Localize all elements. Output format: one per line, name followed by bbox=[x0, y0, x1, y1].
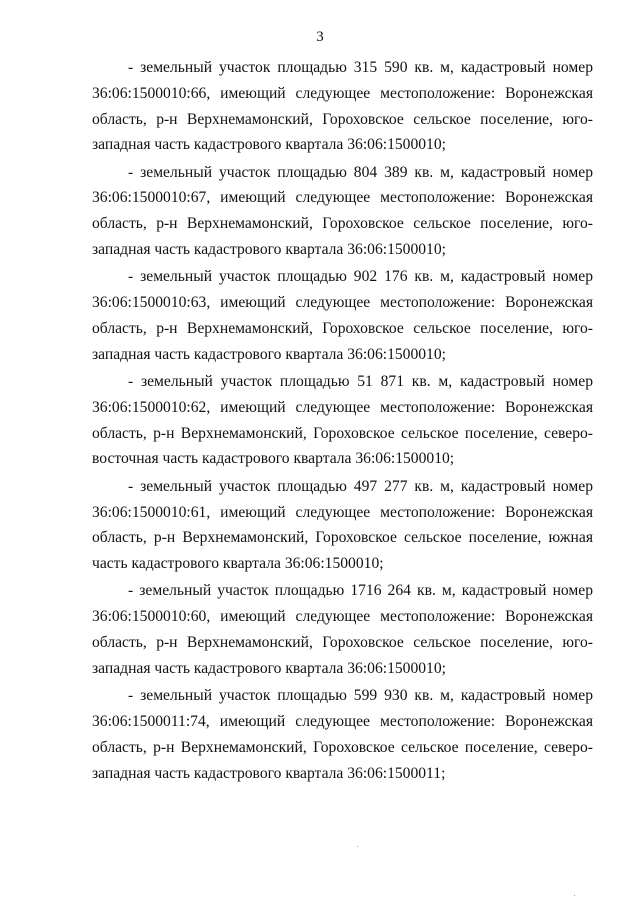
page-number: 3 bbox=[316, 29, 324, 45]
land-plot-item: - земельный участок площадью 804 389 кв. м, кадастровый номер 36:06:1500010:67, имеющий следующее местоположение: Воронежская область, р-н Верхнемамонский, Гороховское сельское поселение, юго-западная часть кадастрового квартала 36:06:1500010; bbox=[92, 163, 593, 259]
land-plot-item: - земельный участок площадью 497 277 кв. м, кадастровый номер 36:06:1500010:61, имеющий следующее местоположение: Воронежская область, р-н Верхнемамонский, Гороховское сельское поселение, южная часть кадастрового квартала 36:06:1500010; bbox=[92, 477, 593, 573]
land-plot-list bbox=[92, 55, 593, 788]
land-plot-item: - земельный участок площадью 902 176 кв. м, кадастровый номер 36:06:1500010:63, имеющий следующее местоположение: Воронежская область, р-н Верхнемамонский, Гороховское сельское поселение, юго-западная часть кадастрового квартала 36:06:1500010; bbox=[92, 268, 593, 363]
land-plot-item: - земельный участок площадью 1716 264 кв. м, кадастровый номер 36:06:1500010:60, имеющий следующее местоположение: Воронежская область, р-н Верхнемамонский, Гороховское сельское поселение, юго-западная часть кадастрового квартала 36:06:1500010; bbox=[92, 582, 593, 677]
scan-speck bbox=[574, 895, 575, 896]
land-plot-item: - земельный участок площадью 315 590 кв. м, кадастровый номер 36:06:1500010:66, имеющий следующее местоположение: Воронежская область, р-н Верхнемамонский, Гороховское сельское поселение, юго-западная часть кадастрового квартала 36:06:1500010; bbox=[92, 59, 593, 154]
land-plot-item: - земельный участок площадью 599 930 кв. м, кадастровый номер 36:06:1500011:74, имеющий следующее местоположение: Воронежская область, р-н Верхнемамонский, Гороховское сельское поселение, северо-западная часть кадастрового квартала 36:06:1500011; bbox=[92, 687, 593, 782]
land-plot-item: - земельный участок площадью 51 871 кв. м, кадастровый номер 36:06:1500010:62, имеющий следующее местоположение: Воронежская область, р-н Верхнемамонский, Гороховское сельское поселение, северо-восточная часть кадастрового квартала 36:06:1500010; bbox=[92, 373, 593, 468]
scan-speck bbox=[357, 846, 358, 847]
